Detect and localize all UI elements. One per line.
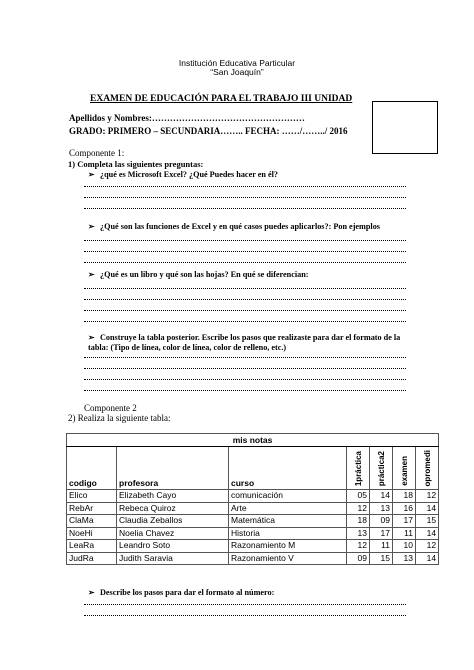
question-4: [88, 333, 410, 353]
table-cell: ClaMa: [67, 515, 117, 528]
school-name: “San Joaquín”: [210, 67, 264, 77]
table-cell: Leandro Soto: [117, 540, 229, 553]
table-row: [67, 502, 439, 515]
answer-line[interactable]: [84, 310, 406, 311]
answer-line[interactable]: [84, 208, 406, 209]
answer-line[interactable]: [84, 299, 406, 300]
answer-line[interactable]: [84, 186, 406, 187]
table-cell: 12: [347, 502, 370, 515]
table-cell: 14: [416, 552, 439, 565]
table-cell: 18: [347, 515, 370, 528]
question-1-text: ¿qué es Microsoft Excel? ¿Qué Puedes hacer en él?: [100, 170, 278, 179]
table-cell: comunicación: [229, 490, 347, 503]
table-cell: 17: [393, 515, 416, 528]
arrow-bullet-icon: ➢: [88, 170, 95, 179]
table-cell: 05: [347, 490, 370, 503]
table-cell: LeaRa: [67, 540, 117, 553]
table-cell: 13: [370, 502, 393, 515]
table-cell: 16: [393, 502, 416, 515]
table-cell: 09: [370, 515, 393, 528]
institution-name: Institución Educativa Particular: [178, 58, 296, 68]
answer-line[interactable]: [84, 368, 406, 369]
table-row: [67, 540, 439, 553]
table-cell: 13: [347, 527, 370, 540]
table-cell: 14: [416, 527, 439, 540]
column-header-promedio: opromedi: [416, 447, 439, 490]
table-cell: 11: [370, 540, 393, 553]
table-cell: Historia: [229, 527, 347, 540]
grades-table: [66, 433, 439, 565]
question-2: [88, 222, 418, 232]
component-1-label: Componente 1:: [69, 148, 125, 158]
answer-line[interactable]: [84, 615, 406, 616]
answer-line[interactable]: [84, 390, 406, 391]
question-2-text: ¿Qué son las funciones de Excel y en qué casos puedes aplicarlos?: Pon ejemplos: [100, 222, 380, 231]
question-3: [88, 270, 418, 280]
table-cell: Elizabeth Cayo: [117, 490, 229, 503]
question-3-text: ¿Qué es un libro y qué son las hojas? En qué se diferencian:: [100, 270, 309, 279]
name-field[interactable]: Apellidos y Nombres:……………………………………………: [69, 113, 305, 123]
table-cell: Razonamiento V: [229, 552, 347, 565]
table-cell: Arte: [229, 502, 347, 515]
table-cell: Noelia Chavez: [117, 527, 229, 540]
component-1-instruction: 1) Completa las siguientes preguntas:: [68, 159, 204, 169]
table-cell: 09: [347, 552, 370, 565]
table-cell: 14: [416, 502, 439, 515]
final-question-text: Describe los pasos para dar el formato al número:: [100, 588, 275, 597]
table-cell: RebAr: [67, 502, 117, 515]
question-1: [88, 170, 418, 180]
answer-line[interactable]: [84, 321, 406, 322]
table-cell: Judith Saravia: [117, 552, 229, 565]
table-row: [67, 552, 439, 565]
answer-line[interactable]: [84, 240, 406, 241]
exam-title: EXAMEN DE EDUCACIÓN PARA EL TRABAJO III UNIDAD: [90, 94, 353, 104]
table-cell: 12: [416, 490, 439, 503]
answer-line[interactable]: [84, 262, 406, 263]
column-header-profesora: profesora: [117, 447, 229, 490]
final-question: [88, 588, 418, 598]
table-cell: Rebeca Quiroz: [117, 502, 229, 515]
column-header-practica1: 1práctica: [347, 447, 370, 490]
table-cell: Razonamiento M: [229, 540, 347, 553]
table-cell: NoeHi: [67, 527, 117, 540]
table-cell: 12: [347, 540, 370, 553]
table-cell: 17: [370, 527, 393, 540]
column-header-practica2: práctica2: [370, 447, 393, 490]
arrow-bullet-icon: ➢: [88, 588, 95, 597]
table-cell: Claudia Zeballos: [117, 515, 229, 528]
table-cell: 15: [370, 552, 393, 565]
table-cell: 12: [416, 540, 439, 553]
table-row: [67, 490, 439, 503]
answer-line[interactable]: [84, 251, 406, 252]
table-title: mis notas: [67, 434, 439, 447]
grade-date-field[interactable]: GRADO: PRIMERO – SECUNDARIA…….. FECHA: ……/……../ 2016: [69, 126, 348, 136]
table-cell: 14: [370, 490, 393, 503]
table-cell: 15: [416, 515, 439, 528]
question-4-text: Construye la tabla posterior. Escribe los pasos que realizaste para dar el formato de la tabla: (Tipo de línea, color de línea, color de relleno, etc.): [88, 333, 401, 352]
table-cell: JudRa: [67, 552, 117, 565]
table-cell: Matemática: [229, 515, 347, 528]
table-cell: 10: [393, 540, 416, 553]
column-header-curso: curso: [229, 447, 347, 490]
table-row: [67, 515, 439, 528]
answer-line[interactable]: [84, 604, 406, 605]
grade-box: [372, 101, 438, 154]
answer-line[interactable]: [84, 288, 406, 289]
answer-line[interactable]: [84, 357, 406, 358]
answer-line[interactable]: [84, 379, 406, 380]
answer-line[interactable]: [84, 197, 406, 198]
table-cell: 11: [393, 527, 416, 540]
arrow-bullet-icon: ➢: [88, 270, 95, 279]
column-header-codigo: codigo: [67, 447, 117, 490]
table-cell: Elico: [67, 490, 117, 503]
table-row: [67, 527, 439, 540]
arrow-bullet-icon: ➢: [88, 333, 95, 342]
component-2-instruction: 2) Realiza la siguiente tabla:: [68, 413, 171, 423]
arrow-bullet-icon: ➢: [88, 222, 95, 231]
column-header-examen: examen: [393, 447, 416, 490]
table-cell: 18: [393, 490, 416, 503]
table-cell: 13: [393, 552, 416, 565]
component-2-label: Componente 2: [84, 403, 137, 413]
